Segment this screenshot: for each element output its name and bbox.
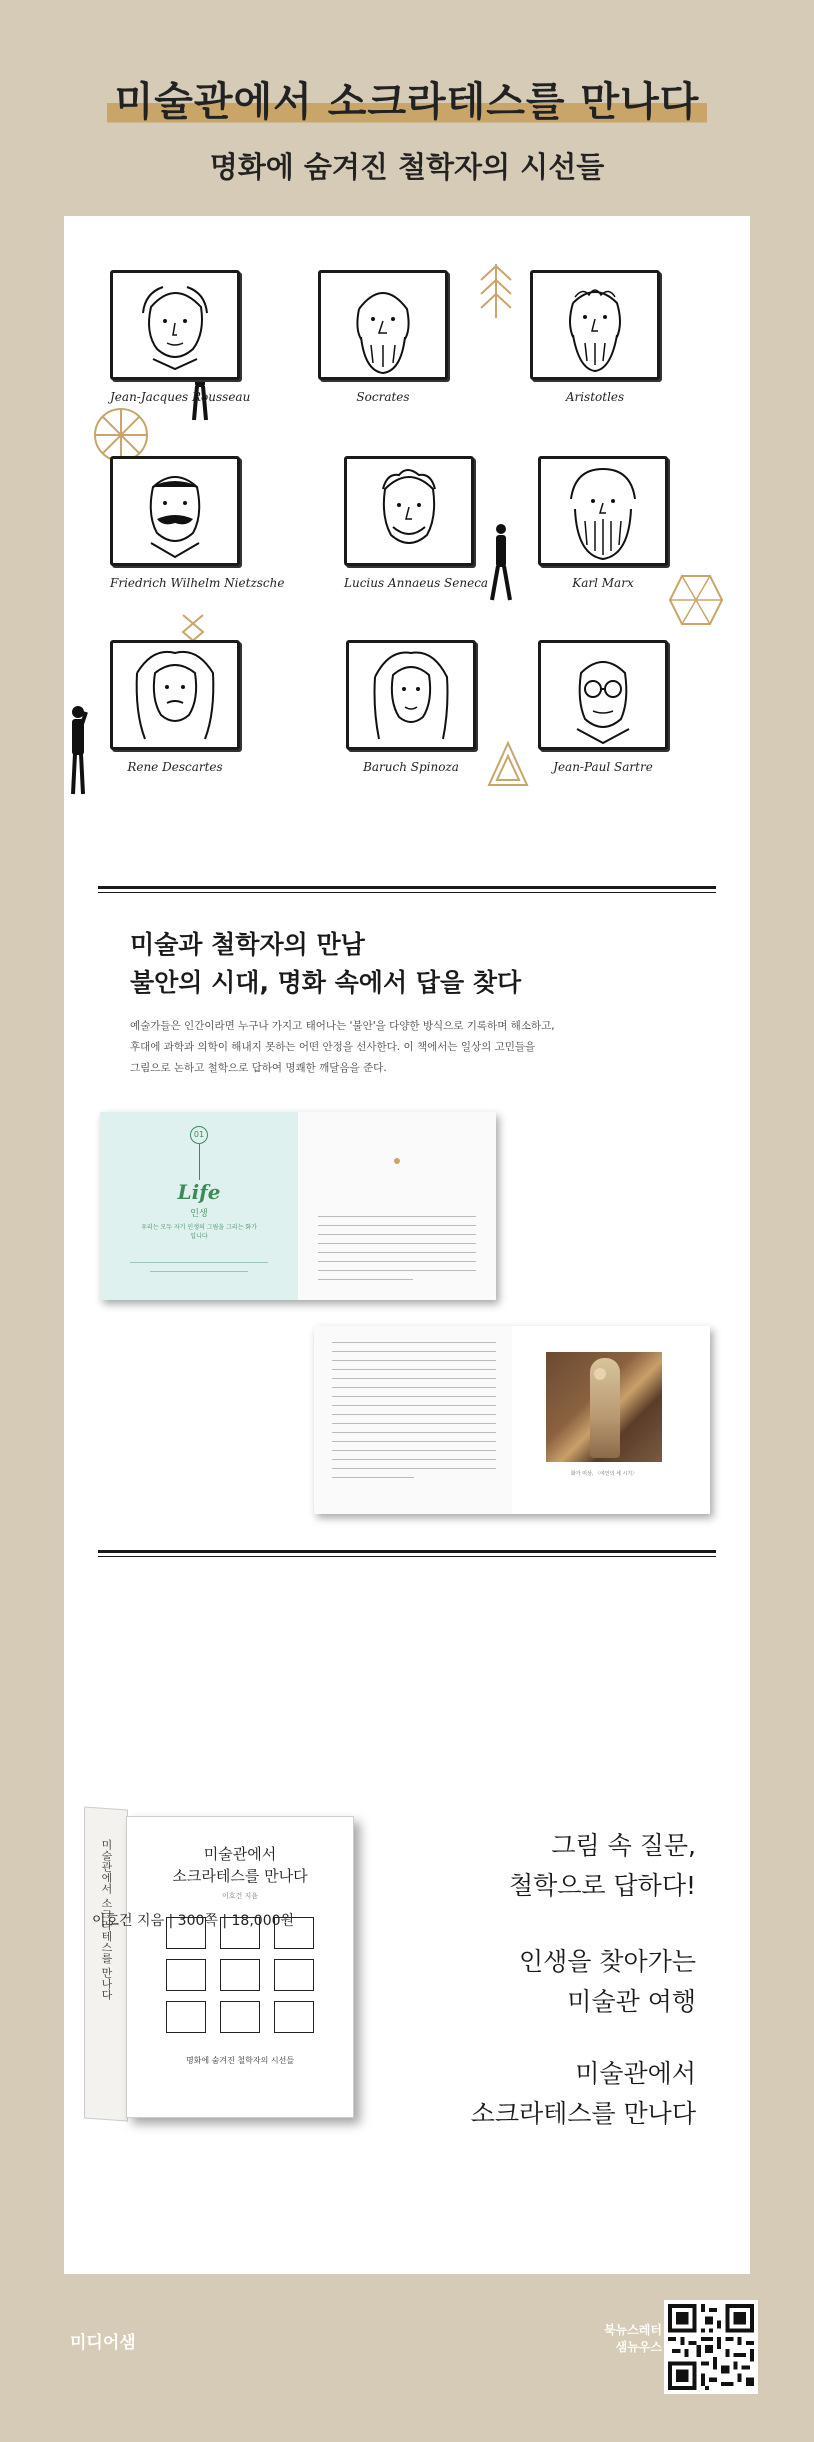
text-block	[332, 1342, 496, 1486]
chapter-subheading: 인생	[190, 1209, 208, 1219]
face-sketch-icon	[113, 459, 237, 563]
tree-icon	[475, 260, 517, 320]
cover-portrait	[166, 2001, 206, 2033]
text-block	[318, 1216, 476, 1288]
cover-portrait	[220, 1959, 260, 1991]
book-cover	[126, 1816, 354, 2118]
portrait-rousseau	[110, 270, 251, 404]
cover-title	[127, 1843, 353, 1887]
face-sketch-icon	[347, 459, 471, 563]
thinking-man-icon	[64, 704, 94, 796]
closing-line: 미술관 여행	[567, 1987, 696, 2016]
chapter-line	[199, 1144, 200, 1180]
cover-title-line2: 소크라테스를 만나다	[172, 1867, 308, 1885]
book-spread-painting	[314, 1326, 710, 1514]
intro-heading-line1: 미술과 철학자의 만남	[130, 930, 365, 959]
spread-right-page	[298, 1112, 496, 1300]
sub-title: 명화에 숨겨진 철학자의 시선들	[209, 150, 605, 184]
closing-line: 미술관에서	[575, 2059, 696, 2088]
chapter-number: 01	[190, 1126, 208, 1144]
portrait-frame	[538, 456, 668, 566]
spread-left-page	[314, 1326, 512, 1514]
portrait-frame	[110, 640, 240, 750]
philosopher-name: Socrates	[356, 390, 410, 404]
painting-image	[546, 1352, 662, 1462]
chapter-caption: 우리는 모두 자기 인생의 그림을 그리는 화가입니다	[141, 1224, 257, 1240]
closing-line: 인생을 찾아가는	[519, 1947, 696, 1976]
section-divider	[98, 1550, 716, 1557]
portrait-nietzsche	[110, 456, 285, 590]
cover-portrait	[166, 1959, 206, 1991]
closing-copy-3	[471, 2054, 696, 2134]
closing-line: 소크라테스를 만나다	[470, 2099, 696, 2128]
cover-portrait-grid	[127, 1917, 353, 2033]
cover-title-line1: 미술관에서	[203, 1845, 277, 1863]
philosopher-name: Jean-Paul Sartre	[553, 760, 653, 774]
intro-body-line: 그림으로 논하고 철학으로 답하여 명쾌한 깨달음을 준다.	[130, 1062, 387, 1074]
qr-label	[572, 2322, 662, 2356]
portrait-marx	[538, 456, 668, 590]
intro-body-line: 예술가들은 인간이라면 누구나 가지고 태어나는 '불안'을 다양한 방식으로 기록하며 해소하고,	[130, 1020, 555, 1032]
intro-body	[130, 1016, 690, 1079]
publisher-logo-text: 미디어샘	[70, 2333, 136, 2353]
face-sketch-icon	[533, 273, 657, 377]
publisher-logo	[70, 2328, 136, 2353]
cover-portrait	[274, 2001, 314, 2033]
portrait-socrates	[318, 270, 448, 404]
face-sketch-icon	[321, 273, 445, 377]
closing-copy-2	[519, 1942, 696, 2022]
philosopher-name: Friedrich Wilhelm Nietzsche	[110, 576, 285, 590]
intro-body-line: 후대에 과학과 의학이 해내지 못하는 어떤 안정을 선사한다. 이 책에서는 일상의 고민들을	[130, 1041, 536, 1053]
intro-heading	[130, 926, 521, 1002]
face-sketch-icon	[113, 273, 237, 377]
chapter-footnote-lines	[130, 1262, 268, 1280]
section-divider	[98, 886, 716, 893]
philosopher-name: Karl Marx	[572, 576, 634, 590]
portrait-aristotle	[530, 270, 660, 404]
portrait-spinoza	[346, 640, 476, 774]
triangle-icon	[486, 740, 530, 788]
page-header	[0, 70, 814, 186]
portrait-frame	[346, 640, 476, 750]
content-card	[64, 216, 750, 2274]
philosopher-name: Lucius Annaeus Seneca	[344, 576, 489, 590]
book-spread-life	[100, 1112, 496, 1300]
book-spine	[84, 1806, 128, 2121]
portrait-seneca	[344, 456, 489, 590]
portrait-sartre	[538, 640, 668, 774]
cover-subtitle: 명화에 숨겨진 철학자의 시선들	[185, 2056, 295, 2065]
cover-portrait	[220, 2001, 260, 2033]
philosopher-name: Aristotles	[565, 390, 625, 404]
book-info: 이호건 지음 | 300쪽 | 18,000원	[91, 1913, 295, 1929]
portrait-descartes	[110, 640, 240, 774]
closing-copy-1	[509, 1826, 696, 1906]
main-title: 미술관에서 소크라테스를 만나다	[107, 70, 708, 127]
philosopher-name: Jean-Jacques Rousseau	[110, 390, 251, 404]
closing-line: 그림 속 질문,	[551, 1831, 696, 1860]
qr-code-icon[interactable]	[664, 2300, 758, 2394]
spine-title: 미술관에서 소크라테스를 만나다	[100, 1838, 113, 2001]
philosopher-name: Rene Descartes	[127, 760, 223, 774]
portrait-frame	[538, 640, 668, 750]
cover-portrait	[274, 1959, 314, 1991]
qr-label-line1: 북뉴스레터	[604, 2323, 662, 2337]
portrait-frame	[110, 456, 240, 566]
portrait-frame	[530, 270, 660, 380]
walking-man-icon	[488, 522, 514, 602]
qr-label-line2: 샘뉴우스	[615, 2340, 662, 2354]
face-sketch-icon	[541, 643, 665, 747]
portrait-frame	[318, 270, 448, 380]
cover-author: 이호건 지음	[221, 1892, 259, 1900]
philosopher-name: Baruch Spinoza	[363, 760, 459, 774]
portrait-frame	[344, 456, 474, 566]
chapter-heading: Life	[177, 1180, 221, 1204]
face-sketch-icon	[541, 459, 665, 563]
spread-left-page	[100, 1112, 298, 1300]
spread-right-page	[512, 1326, 710, 1514]
portrait-frame	[110, 270, 240, 380]
face-sketch-icon	[349, 643, 473, 747]
painting-caption: 화가 미상, 〈여인의 세 시기〉	[570, 1471, 638, 1477]
closing-line: 철학으로 답하다!	[508, 1871, 696, 1900]
face-sketch-icon	[113, 643, 237, 747]
page-ornament-icon	[394, 1158, 400, 1164]
intro-heading-line2: 불안의 시대, 명화 속에서 답을 찾다	[130, 968, 522, 997]
hexagon-icon	[668, 574, 724, 626]
